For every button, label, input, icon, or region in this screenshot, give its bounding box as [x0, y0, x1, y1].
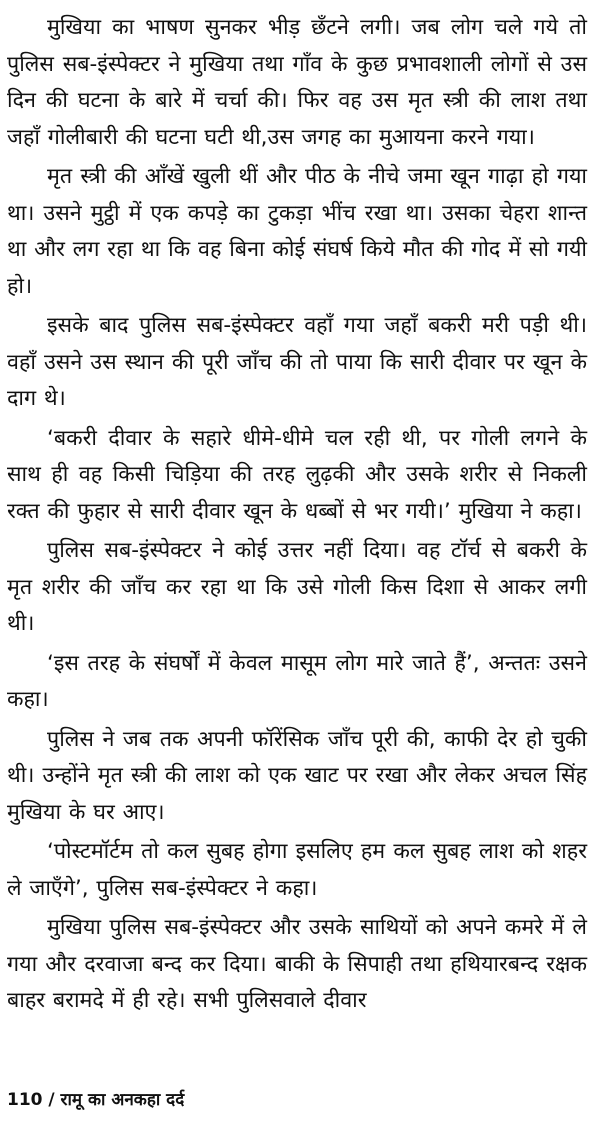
paragraph-2: मृत स्त्री की आँखें खुली थीं और पीठ के नीचे जमा खून गाढ़ा हो गया था। उसने मुट्ठी में एक कपड़े का टुकड़ा भींच रखा था। उसका चेहरा शान्त था और लग रहा था कि वह बिना कोई संघर्ष किये मौत की गोद में सो गयी हो।: [7, 164, 587, 299]
page-body: [7, 10, 587, 1023]
paragraph-4: ‘बकरी दीवार के सहारे धीमे-धीमे चल रही थी, पर गोली लगने के साथ ही वह किसी चिड़िया की तरह लुढ़की और उसके शरीर से निकली रक्त की फुहार से सारी दीवार खून के धब्बों से भर गयी।’ मुखिया ने कहा।: [7, 425, 587, 524]
paragraph-1: मुखिया का भाषण सुनकर भीड़ छँटने लगी। जब लोग चले गये तो पुलिस सब-इंस्पेक्टर ने मुखिया तथा गाँव के कुछ प्रभावशाली लोगों से उस दिन की घटना के बारे में चर्चा की। फिर वह उस मृत स्त्री की लाश तथा जहाँ गोलीबारी की घटना घटी थी,उस जगह का मुआयना करने गया।: [7, 15, 587, 150]
paragraph-6: ‘इस तरह के संघर्षों में केवल मासूम लोग मारे जाते हैं’, अन्ततः उसने कहा।: [7, 650, 587, 712]
paragraph-9: मुखिया पुलिस सब-इंस्पेक्टर और उसके साथियों को अपने कमरे में ले गया और दरवाजा बन्द कर दिया। बाकी के सिपाही तथा हथियारबन्द रक्षक बाहर बरामदे में ही रहे। सभी पुलिसवाले दीवार: [7, 915, 587, 1013]
paragraph-5: पुलिस सब-इंस्पेक्टर ने कोई उत्तर नहीं दिया। वह टॉर्च से बकरी के मृत शरीर की जाँच कर रहा था कि उसे गोली किस दिशा से आकर लगी थी।: [7, 538, 587, 636]
paragraph-7: पुलिस ने जब तक अपनी फॉरेंसिक जाँच पूरी की, काफी देर हो चुकी थी। उन्होंने मृत स्त्री की लाश को एक खाट पर रखा और लेकर अचल सिंह मुखिया के घर आए।: [7, 726, 587, 825]
paragraph-3: इसके बाद पुलिस सब-इंस्पेक्टर वहाँ गया जहाँ बकरी मरी पड़ी थी। वहाँ उसने उस स्थान की पूरी जाँच की तो पाया कि सारी दीवार पर खून के दाग थे।: [7, 313, 587, 411]
paragraph-8: ‘पोस्टमॉर्टम तो कल सुबह होगा इसलिए हम कल सुबह लाश को शहर ले जाएँगे’, पुलिस सब-इंस्पेक्टर ने कहा।: [7, 839, 587, 901]
page-footer: 110 / रामू का अनकहा दर्द: [7, 1090, 185, 1110]
